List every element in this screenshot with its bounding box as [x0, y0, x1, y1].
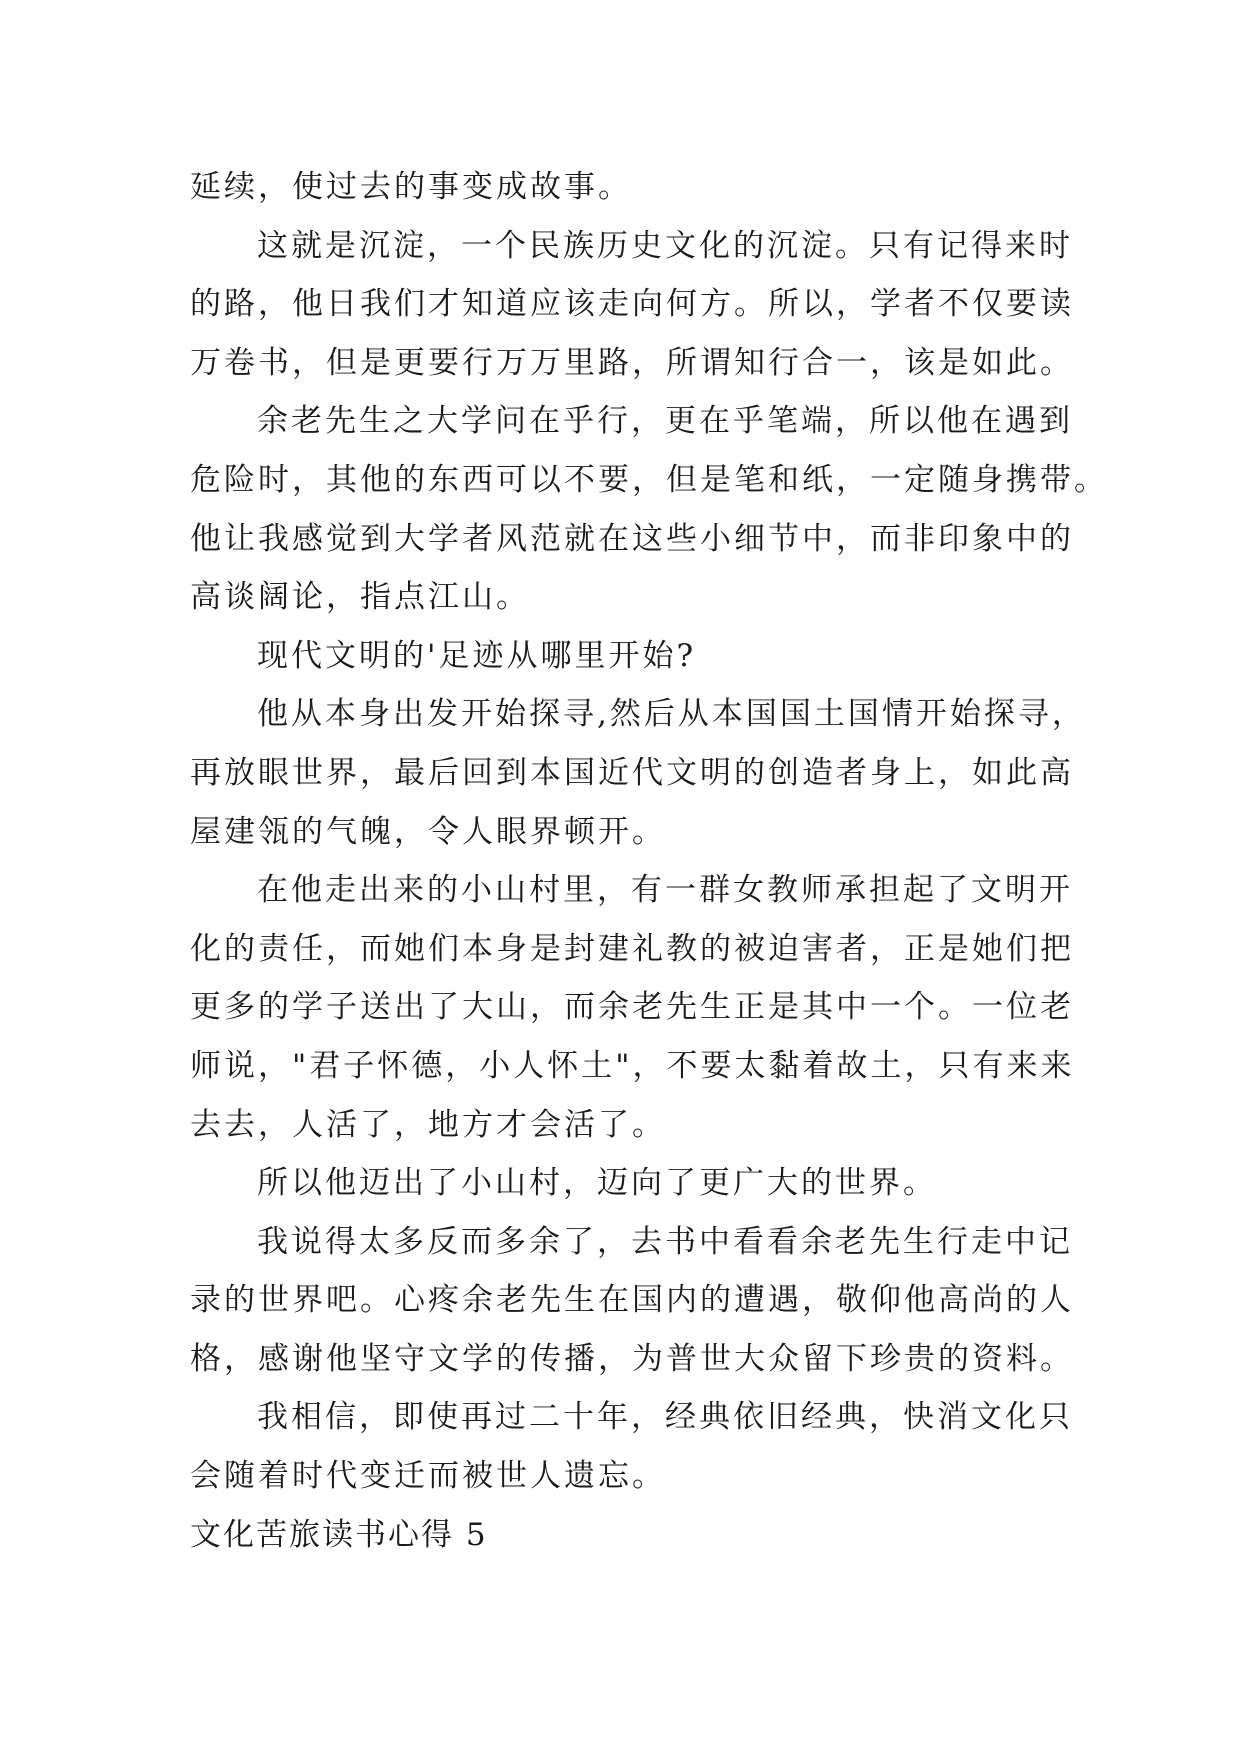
paragraph-line: 所以他迈出了小山村，迈向了更广大的世界。: [257, 1165, 937, 1202]
section-heading: 文化苦旅读书心得 5: [190, 1516, 488, 1553]
paragraph-line: 万卷书，但是更要行万万里路，所谓知行合一，该是如此。: [190, 344, 1074, 381]
paragraph-line: 化的责任，而她们本身是封建礼教的被迫害者，正是她们把: [190, 930, 1074, 967]
paragraph-line: 现代文明的'足迹从哪里开始?: [257, 637, 697, 674]
paragraph-line: 余老先生之大学问在乎行，更在乎笔端，所以他在遇到: [257, 403, 1073, 440]
paragraph-line: 我说得太多反而多余了，去书中看看余老先生行走中记: [257, 1223, 1073, 1260]
paragraph-line: 这就是沉淀，一个民族历史文化的沉淀。只有记得来时: [257, 227, 1073, 264]
paragraph-line: 他从本身出发开始探寻,然后从本国国土国情开始探寻，: [257, 696, 1086, 733]
paragraph-line: 危险时，其他的东西可以不要，但是笔和纸，一定随身携带。: [190, 461, 1108, 498]
paragraph-line: 师说，"君子怀德，小人怀土"，不要太黏着故土，只有来来: [190, 1047, 1075, 1084]
paragraph-line: 去去，人活了，地方才会活了。: [190, 1106, 666, 1143]
paragraph-line: 格，感谢他坚守文学的传播，为普世大众留下珍贵的资料。: [190, 1340, 1074, 1377]
paragraph-line: 再放眼世界，最后回到本国近代文明的创造者身上，如此高: [190, 754, 1074, 791]
paragraph-line: 在他走出来的小山村里，有一群女教师承担起了文明开: [257, 872, 1073, 909]
paragraph-line: 延续，使过去的事变成故事。: [190, 169, 632, 205]
paragraph-line: 的路，他日我们才知道应该走向何方。所以，学者不仅要读: [190, 286, 1074, 323]
paragraph-line: 高谈阔论，指点江山。: [190, 579, 530, 616]
paragraph-line: 屋建瓴的气魄，令人眼界顿开。: [190, 813, 666, 850]
paragraph-line: 我相信，即使再过二十年，经典依旧经典，快消文化只: [257, 1399, 1073, 1436]
paragraph-line: 更多的学子送出了大山，而余老先生正是其中一个。一位老: [190, 989, 1074, 1026]
paragraph-line: 会随着时代变迁而被世人遗忘。: [190, 1458, 666, 1495]
document-body: [190, 158, 1108, 1564]
paragraph-line: 他让我感觉到大学者风范就在这些小细节中，而非印象中的: [190, 520, 1074, 557]
paragraph-line: 录的世界吧。心疼余老先生在国内的遭遇，敬仰他高尚的人: [190, 1282, 1074, 1319]
